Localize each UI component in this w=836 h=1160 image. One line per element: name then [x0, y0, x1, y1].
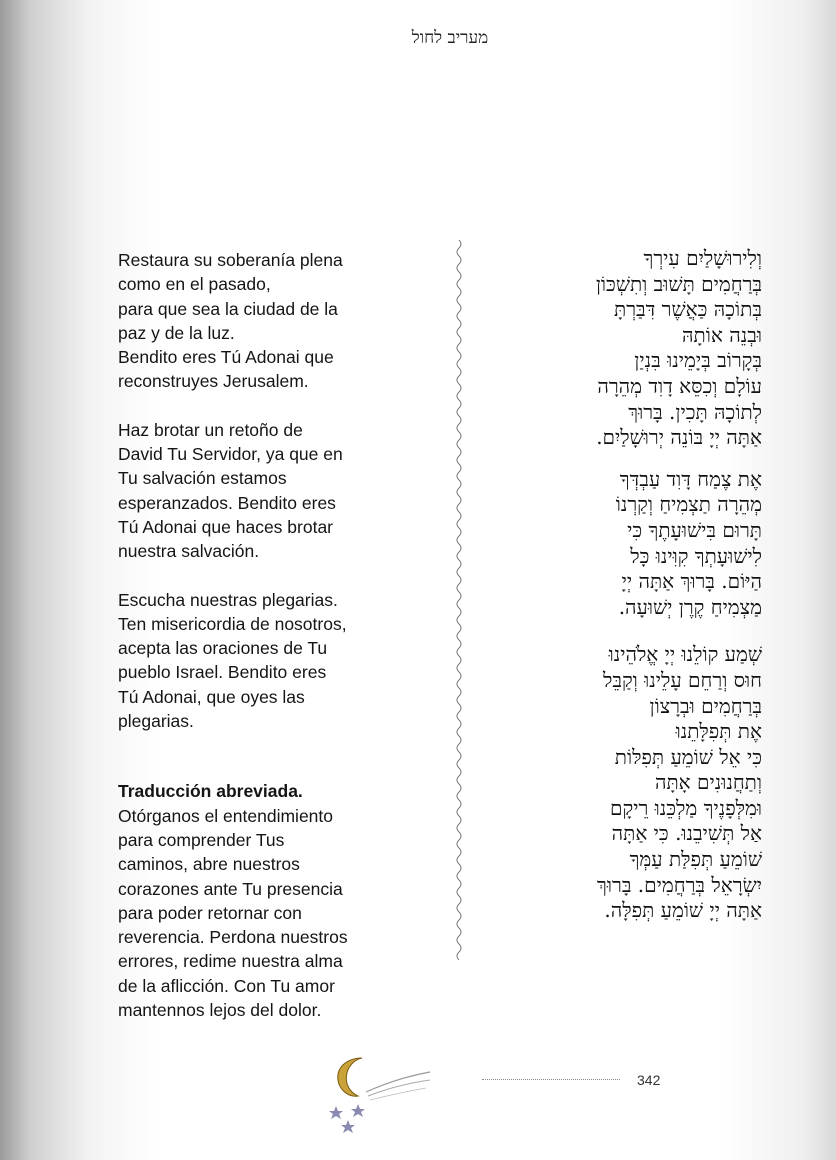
text-line: Escucha nuestras plegarias. [118, 589, 338, 610]
text-line: para poder retornar con [118, 902, 302, 923]
hebrew-line: אַתָּה יְיָ בּוֹנֵה יְרוּשָׁלַיִם. [596, 425, 762, 450]
text-line: reconstruyes Jerusalem. [118, 371, 309, 392]
section-heading: Traducción abreviada. [118, 781, 303, 802]
text-line: Restaura su soberanía plena [118, 250, 343, 270]
hebrew-line: וְלִירוּשָׁלַיִם עִירְךָ [643, 246, 762, 270]
hebrew-line: מַצְמִיחַ קֶרֶן יְשׁוּעָה. [618, 594, 762, 619]
hebrew-line: תָּרוּם בִּישׁוּעָתֶךָ כִּי [627, 517, 762, 542]
text-line: Ten misericordia de nosotros, [118, 613, 347, 634]
hebrew-line: אֶת תְּפִלָּתֵנוּ [675, 719, 762, 744]
footer-rule [482, 1079, 620, 1080]
text-line: Otórganos el entendimiento [118, 805, 333, 826]
text-line: corazones ante Tu presencia [118, 878, 343, 899]
hebrew-line: וּמִלְּפָנֶיךָ מַלְכֵּנוּ רֵיקָם [610, 795, 762, 820]
hebrew-line: יִשְׂרָאֵל בְּרַחֲמִים. בָּרוּךְ [597, 872, 762, 897]
hebrew-block-1 [470, 246, 762, 451]
hebrew-line: עוֹלָם וְכִסֵּא דָוִד מְהֵרָה [597, 373, 762, 398]
spanish-paragraph-2 [118, 418, 368, 564]
text-line: mantennos lejos del dolor. [118, 1000, 322, 1021]
hebrew-line: שׁוֹמֵעַ תְּפִלַּת עַמְּךָ [629, 847, 762, 872]
spanish-paragraph-3 [118, 588, 368, 734]
spanish-paragraph-4 [118, 779, 368, 1022]
text-line: pueblo Israel. Bendito eres [118, 662, 327, 683]
hebrew-line: וּבְנֵה אוֹתָהּ [682, 322, 762, 347]
hebrew-line: חוּס וְרַחֵם עָלֵינוּ וְקַבֵּל [602, 667, 762, 692]
hebrew-line: וְתַחֲנוּנִים אָתָּה [654, 770, 762, 795]
page-number: 342 [637, 1072, 661, 1088]
hebrew-line: בְּתוֹכָהּ כַּאֲשֶׁר דִּבַּרְתָּ [614, 297, 762, 322]
hebrew-line: בְּרַחֲמִים וּבְרָצוֹן [649, 693, 762, 718]
hebrew-line: לִישׁוּעָתְךָ קִוִּינוּ כָּל [630, 543, 762, 568]
star-icon [351, 1104, 365, 1117]
text-line: Tú Adonai, que oyes las [118, 686, 305, 707]
hebrew-line: שְׁמַע קוֹלֵנוּ יְיָ אֱלֹהֵינוּ [608, 642, 762, 667]
text-line: como en el pasado, [118, 274, 271, 295]
hebrew-line: אַתָּה יְיָ שׁוֹמֵעַ תְּפִלָּה. [604, 898, 762, 923]
moon-icon [338, 1058, 362, 1096]
hebrew-line: אַל תְּשִׁיבֵנוּ. כִּי אַתָּה [611, 821, 762, 846]
text-line: para que sea la ciudad de la [118, 298, 338, 319]
text-line: de la aflicción. Con Tu amor [118, 975, 335, 996]
hebrew-line: בְּרַחֲמִים תָּשׁוּב וְתִשְׁכּוֹן [595, 271, 762, 296]
hebrew-block-2 [470, 467, 762, 621]
page-title: מעריב לחול [411, 28, 489, 48]
star-icon [341, 1120, 355, 1133]
text-line: esperanzados. Bendito eres [118, 492, 336, 513]
hebrew-column [470, 246, 762, 940]
text-line: Tu salvación estamos [118, 468, 287, 489]
column-divider-wavy [452, 240, 466, 960]
text-line: plegarias. [118, 711, 194, 732]
text-line: Haz brotar un retoño de [118, 419, 303, 440]
text-line: paz y de la luz. [118, 322, 235, 343]
hebrew-line: כִּי אֵל שׁוֹמֵעַ תְּפִלּוֹת [614, 744, 762, 769]
text-line: Tú Adonai que haces brotar [118, 516, 334, 537]
hebrew-line: בְּקָרוֹב בְּיָמֵינוּ בִּנְיַן [634, 348, 762, 373]
text-line: reverencia. Perdona nuestros [118, 927, 348, 948]
hebrew-block-3 [470, 642, 762, 924]
text-line: Bendito eres Tú Adonai que [118, 347, 334, 368]
hebrew-line: לְתוֹכָהּ תָּכִין. בָּרוּךְ [628, 399, 762, 424]
hebrew-line: הַיּוֹם. בָּרוּךְ אַתָּה יְיָ [621, 569, 762, 594]
text-line: David Tu Servidor, ya que en [118, 444, 343, 465]
spanish-column [118, 248, 368, 1046]
hebrew-line: אֶת צֶמַח דָּוִד עַבְדְּךָ [619, 466, 762, 491]
star-icon [329, 1106, 343, 1119]
text-line: para comprender Tus [118, 829, 285, 850]
text-line: caminos, abre nuestros [118, 854, 300, 875]
moon-stars-logo [318, 1048, 438, 1138]
spanish-paragraph-1 [118, 248, 368, 394]
hebrew-line: מְהֵרָה תַצְמִיחַ וְקַרְנוֹ [615, 492, 762, 517]
text-line: nuestra salvación. [118, 541, 260, 562]
text-line: acepta las oraciones de Tu [118, 638, 328, 659]
text-line: errores, redime nuestra alma [118, 951, 343, 972]
